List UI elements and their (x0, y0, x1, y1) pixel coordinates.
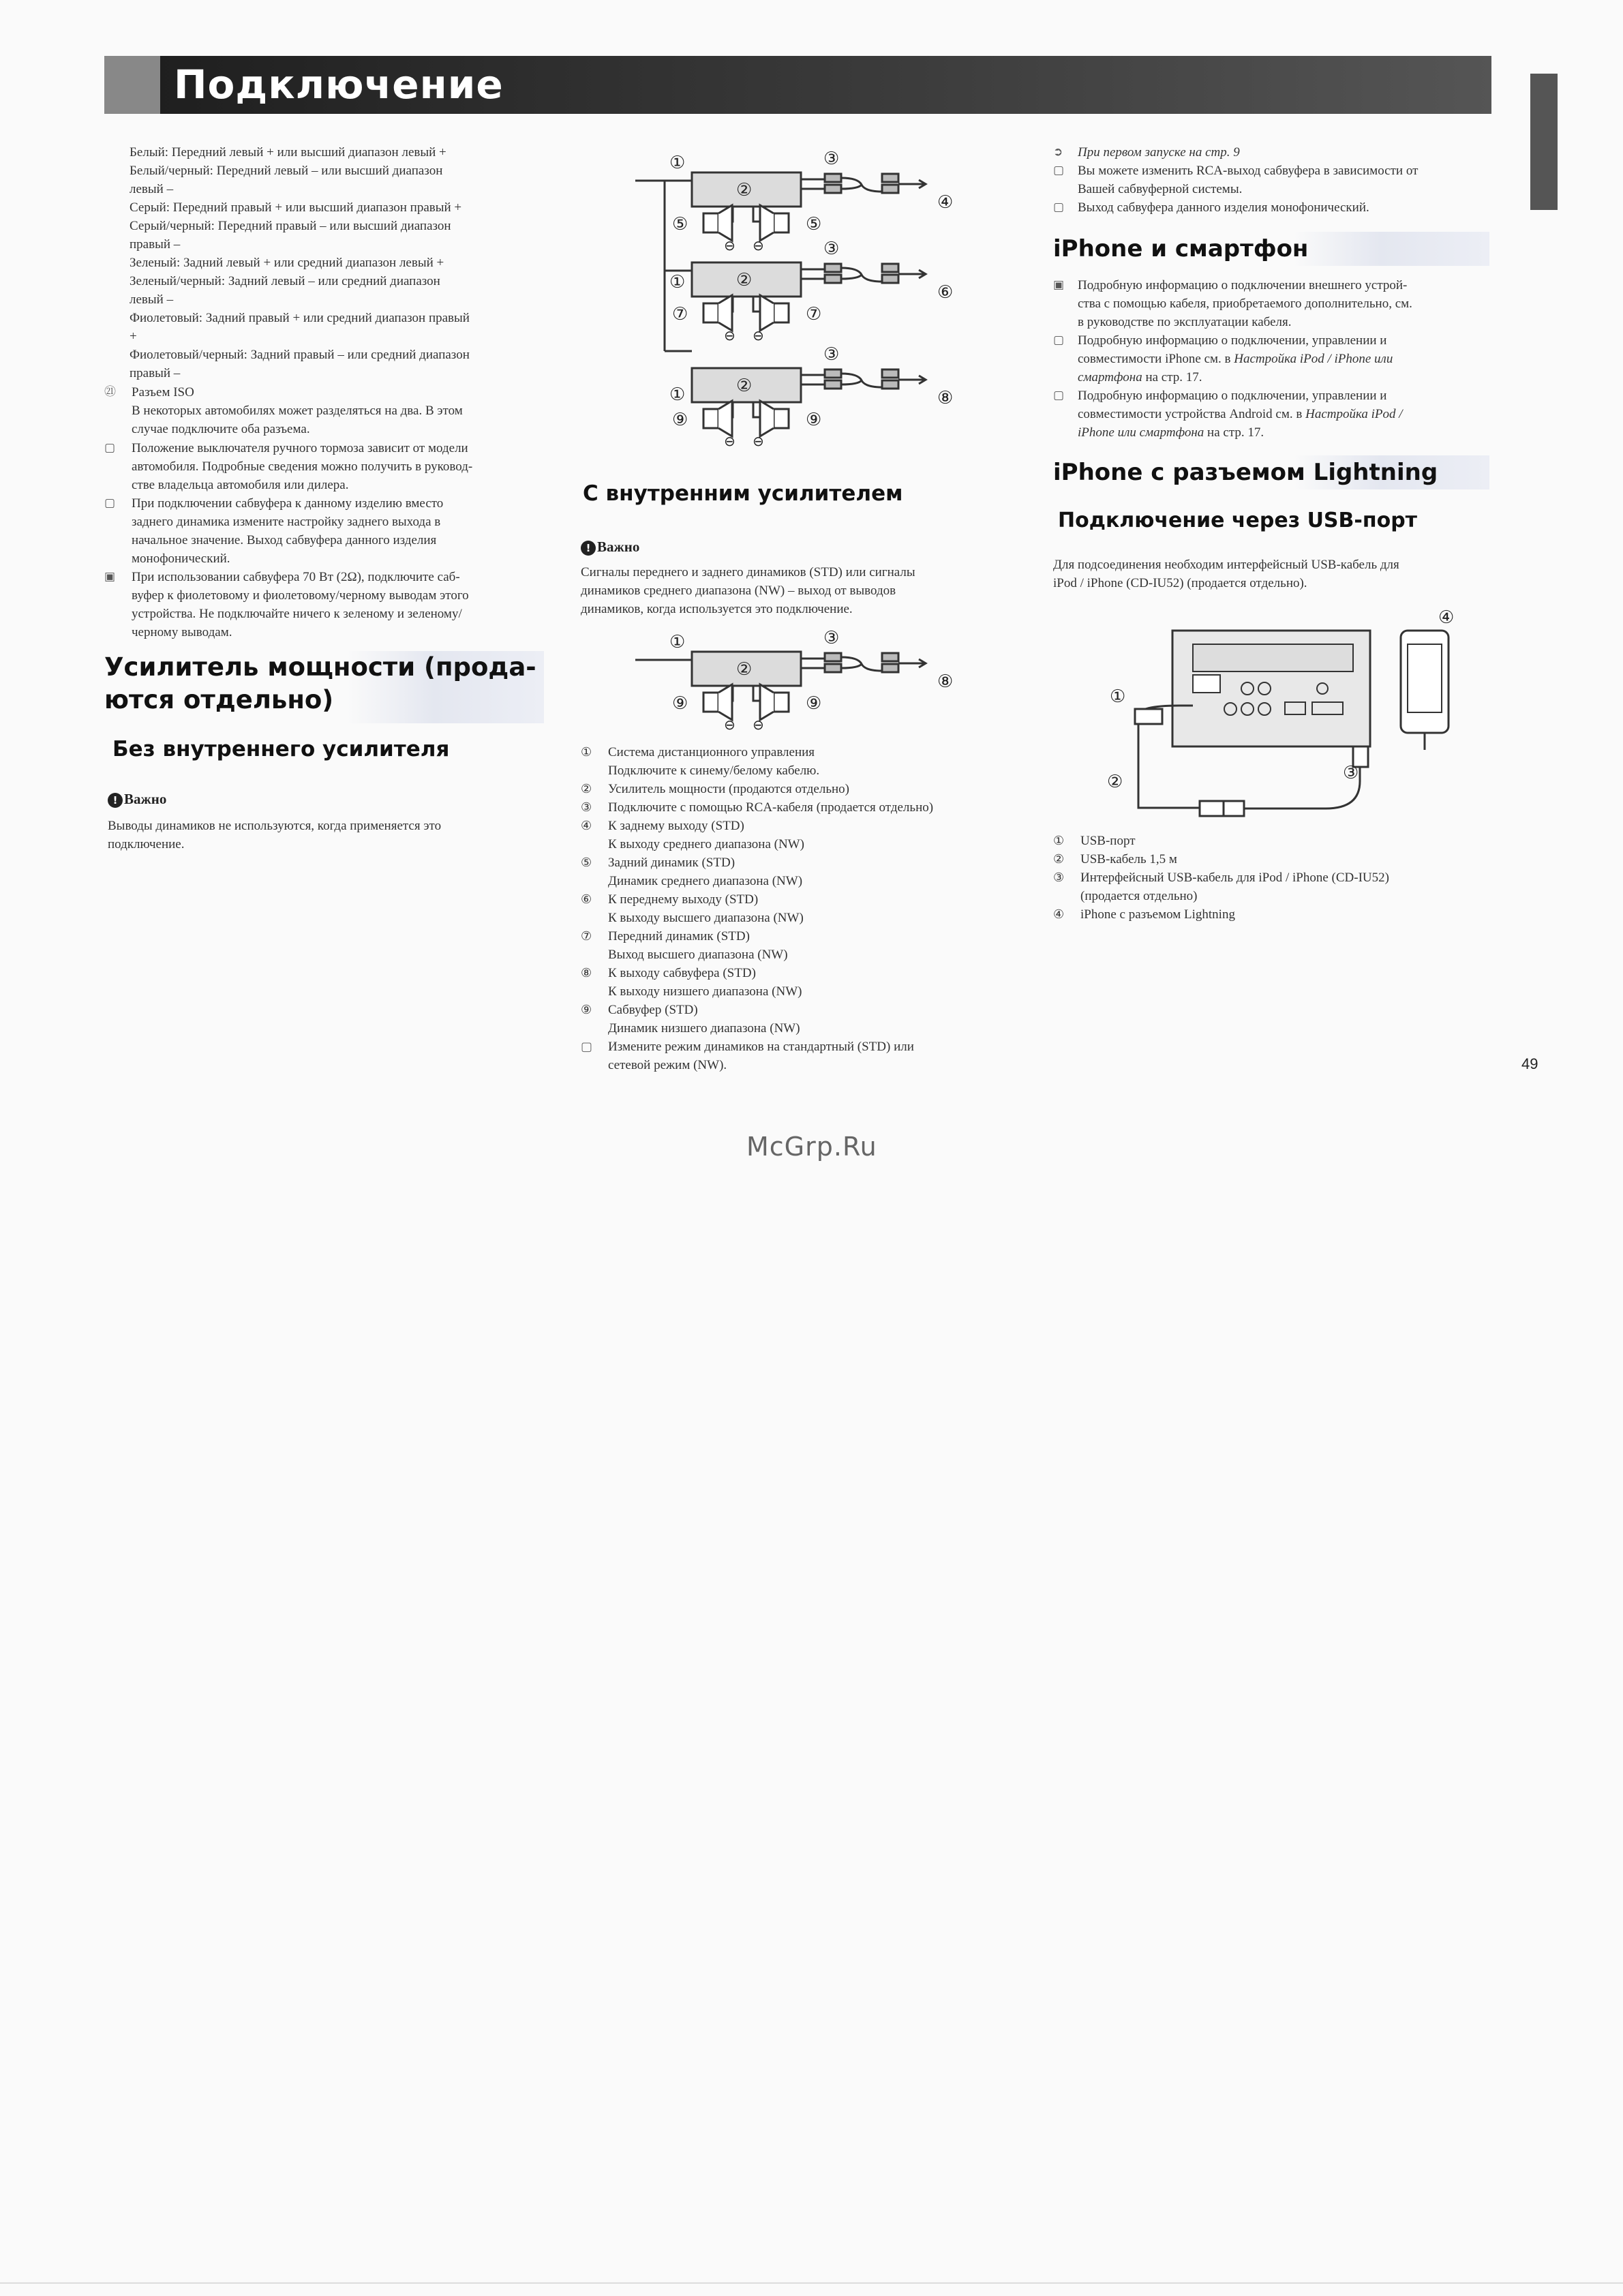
callout: ⑦ (806, 304, 822, 324)
speaker-right (774, 303, 789, 322)
callout: ⊖ (724, 433, 735, 449)
rca-plug (825, 185, 841, 193)
wire-line: левый – (130, 182, 174, 196)
link-ipod-settings[interactable]: Настройка iPod / iPhone или (1234, 352, 1393, 366)
middle-legend (581, 743, 1003, 1074)
page-bottom-edge (0, 2282, 1623, 2284)
note-text: стве владельца автомобиля или дилера. (132, 478, 349, 492)
cross-reference[interactable]: ➲ При первом запуске на стр. 9 (1053, 143, 1503, 162)
callout: ⊖ (753, 433, 764, 449)
rca-plug (825, 174, 841, 182)
legend-item: ④ К заднему выходу (STD) К выходу среднего диапазона (NW) (581, 819, 804, 851)
callout: ⑧ (937, 671, 954, 692)
amplifier-wiring-diagram-single (627, 627, 982, 736)
usb-connector (1224, 801, 1244, 816)
note-text: заднего динамика измените настройку заднего выхода в (132, 515, 441, 529)
callout: ⑧ (937, 388, 954, 408)
important-line: Сигналы переднего и заднего динамиков (STD) или сигналы (581, 565, 915, 579)
note-text: черному выводам. (132, 625, 232, 639)
speaker-cone (760, 684, 774, 720)
subsection-heading-usb: Подключение через USB-порт (1058, 509, 1418, 532)
page-title: Подключение (174, 61, 504, 108)
speaker-left (703, 303, 718, 322)
usb-intro: Для подсоединения необходим интерфейсный USB-кабель для iPod / iPhone (CD-IU52) (продается отдельно). (1053, 558, 1399, 590)
rca-cable (841, 268, 882, 282)
speaker-right (774, 213, 789, 232)
usb-connector (1200, 801, 1224, 816)
subsection-heading-internal-amp: С внутренним усилителем (583, 481, 903, 506)
output-arrow (898, 270, 926, 278)
speaker-left (703, 213, 718, 232)
usb-port (1193, 675, 1220, 693)
legend-item: ① USB-порт (1053, 834, 1136, 848)
iphone-notes (1053, 276, 1503, 442)
legend-item: ⑨ Сабвуфер (STD) Динамик низшего диапазона (NW) (581, 1003, 800, 1036)
speaker-right (774, 693, 789, 712)
callout: ① (669, 384, 686, 405)
legend-item: ⑥ К переднему выходу (STD) К выходу высшего диапазона (NW) (581, 892, 804, 925)
speaker-right (774, 409, 789, 428)
important-line: Выводы динамиков не используются, когда применяется это (108, 819, 442, 833)
arrow-icon: ➲ (1053, 145, 1063, 159)
callout: ② (736, 180, 753, 200)
legend-item: ④ iPhone с разъемом Lightning (1053, 907, 1235, 922)
note-text: начальное значение. Выход сабвуфера данного изделия (132, 533, 437, 547)
output-arrow (898, 659, 926, 667)
section-heading-amplifier (104, 651, 544, 723)
wire-line: Зеленый/черный: Задний левый – или средний диапазон (130, 274, 440, 288)
note-text: Положение выключателя ручного тормоза зависит от модели (132, 441, 468, 455)
callout: ⑤ (672, 214, 688, 235)
note-marker: ▣ (104, 570, 116, 584)
output-arrow (898, 180, 926, 188)
note-text: вуфер к фиолетовому и фиолетовому/черному выводам этого (132, 588, 469, 603)
rca-plug (825, 369, 841, 378)
callout: ① (1110, 686, 1126, 707)
warning-icon: ! (581, 541, 596, 556)
subsection-heading-no-internal-amp: Без внутреннего усилителя (112, 737, 450, 761)
head-unit-panel (1193, 644, 1353, 671)
heading-line: Усилитель мощности (прода- (104, 652, 536, 682)
callout: ⑨ (672, 693, 688, 714)
callout: ③ (823, 239, 840, 259)
rca-plug (825, 664, 841, 672)
wire-line: Фиолетовый/черный: Задний правый – или средний диапазон (130, 348, 470, 362)
legend-item: ② Усилитель мощности (продаются отдельно) (581, 782, 849, 796)
callout: ③ (1343, 763, 1359, 783)
legend-item: ⑦ Передний динамик (STD) Выход высшего диапазона (NW) (581, 929, 788, 962)
note-text: устройства. Не подключайте ничего к зеленому и зеленому/ (132, 607, 462, 621)
legend-item: ② USB-кабель 1,5 м (1053, 852, 1177, 866)
edge-tab (1530, 74, 1558, 210)
important-line: динамиков среднего диапазона (NW) – выход от выводов (581, 584, 896, 598)
callout: ⑦ (672, 304, 688, 324)
legend-item: ▢ Измените режим динамиков на стандартный (STD) или сетевой режим (NW). (581, 1040, 914, 1072)
speaker-cone (718, 401, 732, 436)
important-line: подключение. (108, 837, 185, 851)
speaker-cone (760, 401, 774, 436)
wire-line: левый – (130, 292, 174, 307)
note-item: ▢ Выход сабвуфера данного изделия монофонический. (1053, 200, 1369, 215)
rca-cable (841, 374, 882, 387)
legend-item: ③ Интерфейсный USB-кабель для iPod / iPhone (CD-IU52) (продается отдельно) (1053, 871, 1389, 903)
item-marker: ㉑ (104, 385, 116, 399)
important-text (108, 817, 544, 854)
link-ipod-settings[interactable]: iPhone или смартфона (1078, 425, 1204, 440)
callout: ⑨ (672, 410, 688, 430)
wire-line: Фиолетовый: Задний правый + или средний диапазон правый (130, 311, 470, 325)
callout: ③ (823, 149, 840, 169)
amplifier-wiring-diagram-three (627, 147, 982, 453)
page-number: 49 (1521, 1055, 1538, 1072)
callout: ⊖ (724, 327, 735, 344)
speaker-cone (718, 295, 732, 331)
speaker-left (703, 693, 718, 712)
usb-connection-diagram (1077, 600, 1500, 818)
rca-cable (841, 178, 882, 192)
important-label: ! Важно (581, 539, 639, 556)
speaker-cone (718, 684, 732, 720)
note-text: монофонический. (132, 552, 230, 566)
note-item: ▢ Подробную информацию о подключении, управлении и совместимости устройства Android см. в Настройка iPod / iPhone или смартфона на стр. 17. (1053, 389, 1403, 440)
wire-line: Серый: Передний правый + или высший диапазон правый + (130, 200, 462, 215)
legend-item: ⑧ К выходу сабвуфера (STD) К выходу низшего диапазона (NW) (581, 966, 802, 999)
usb-legend (1053, 832, 1503, 924)
warning-icon: ! (108, 793, 123, 808)
callout: ⑥ (937, 282, 954, 303)
rca-cable (841, 657, 882, 671)
speaker-cone (718, 205, 732, 241)
output-arrow (898, 376, 926, 384)
note-marker: ▢ (104, 441, 116, 455)
wire-line: Серый/черный: Передний правый – или высший диапазон (130, 219, 451, 233)
rca-plug (882, 275, 898, 283)
callout: ⊖ (753, 327, 764, 344)
speaker-cone (760, 205, 774, 241)
callout: ③ (823, 628, 840, 648)
wire-line: правый – (130, 237, 181, 252)
callout: ④ (1438, 607, 1455, 628)
legend-item: ③ Подключите с помощью RCA-кабеля (продается отдельно) (581, 800, 934, 815)
callout: ⊖ (724, 237, 735, 254)
rca-plug (882, 664, 898, 672)
callout: ⑨ (806, 410, 822, 430)
callout: ① (669, 632, 686, 652)
important-line: динамиков, когда используется это подключение. (581, 602, 853, 616)
callout: ⑤ (806, 214, 822, 235)
callout: ③ (823, 344, 840, 365)
wire-colors-list (130, 143, 545, 382)
header-accent-square (104, 56, 160, 114)
rca-plug (825, 653, 841, 661)
important-text (581, 563, 1003, 618)
wire-line: правый – (130, 366, 181, 380)
important-label: ! Важно (108, 791, 166, 808)
item-text: В некоторых автомобилях может разделяться на два. В этом (132, 404, 463, 418)
wire-line: Зеленый: Задний левый + или средний диапазон левый + (130, 256, 444, 270)
callout: ② (736, 270, 753, 290)
usb-plug (1135, 709, 1162, 724)
note-marker: ▢ (104, 496, 116, 510)
note-item: ▢ Подробную информацию о подключении, управлении и совместимости iPhone см. в Настройка iPod / iPhone или смартфона на стр. 17. (1053, 333, 1393, 384)
note-text: автомобиля. Подробные сведения можно получить в руковод- (132, 459, 473, 474)
rca-plug (882, 185, 898, 193)
callout: ⑨ (806, 693, 822, 714)
rca-plug (825, 275, 841, 283)
wire-line: Белый/черный: Передний левый – или высший диапазон (130, 164, 443, 178)
callout: ⊖ (753, 716, 764, 733)
left-notes (104, 439, 547, 641)
heading-line: ются отдельно) (104, 685, 334, 714)
speaker-left (703, 409, 718, 428)
callout: ⊖ (753, 237, 764, 254)
rca-plug (825, 380, 841, 389)
link-ipod-settings[interactable]: Настройка iPod / (1305, 407, 1403, 421)
note-text: При использовании сабвуфера 70 Вт (2Ω), подключите саб- (132, 570, 460, 584)
iso-connector-item (104, 383, 547, 438)
callout: ② (736, 659, 753, 680)
watermark: McGrp.Ru (746, 1132, 877, 1162)
note-text: При подключении сабвуфера к данному изделию вместо (132, 496, 444, 511)
speaker-cone (760, 295, 774, 331)
legend-item: ⑤ Задний динамик (STD) Динамик среднего диапазона (NW) (581, 856, 803, 888)
callout: ① (669, 153, 686, 173)
legend-item: ① Система дистанционного управления Подключите к синему/белому кабелю. (581, 745, 820, 778)
note-item: ▢ Вы можете изменить RCA-выход сабвуфера в зависимости от Вашей сабвуферной системы. (1053, 164, 1419, 196)
rca-plug (882, 264, 898, 272)
item-text: случае подключите оба разъема. (132, 422, 310, 436)
wire-line: Белый: Передний левый + или высший диапазон левый + (130, 145, 446, 160)
rca-plug (882, 380, 898, 389)
callout: ⊖ (724, 716, 735, 733)
section-heading-iphone-lightning: iPhone с разъемом Lightning (1053, 455, 1489, 489)
rca-plug (882, 369, 898, 378)
wire-line: + (130, 329, 137, 344)
right-top-notes (1053, 143, 1503, 217)
item-title: Разъем ISO (132, 385, 194, 399)
callout: ④ (937, 192, 954, 213)
link-ipod-settings[interactable]: смартфона (1078, 370, 1142, 384)
rca-plug (882, 653, 898, 661)
section-heading-iphone-smartphone: iPhone и смартфон (1053, 232, 1489, 266)
rca-plug (825, 264, 841, 272)
callout: ① (669, 272, 686, 292)
note-item: ▣ Подробную информацию о подключении внешнего устрой- ства с помощью кабеля, приобретаемого дополнительно, см. в руководстве по эксплуатации кабеля. (1053, 278, 1412, 329)
callout: ② (1107, 772, 1123, 792)
callout: ② (736, 376, 753, 396)
rca-plug (882, 174, 898, 182)
